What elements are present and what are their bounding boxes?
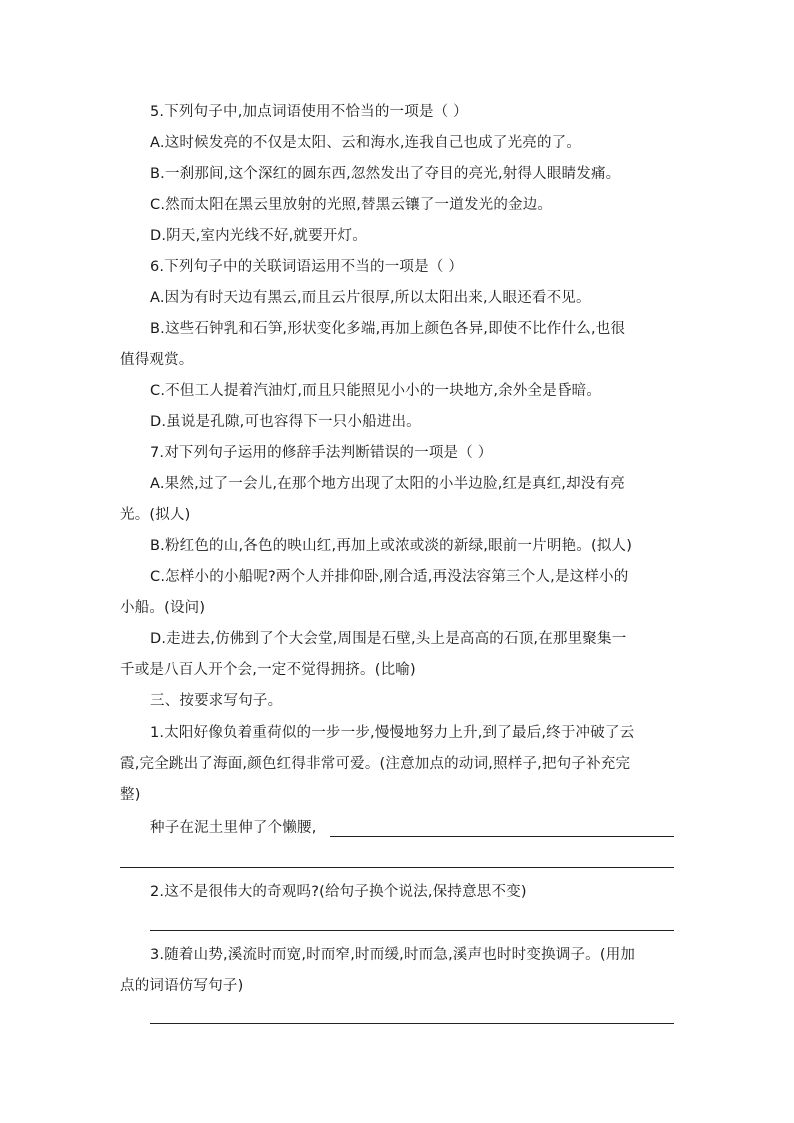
question-6-option-b-line2: 值得观赏。 xyxy=(120,352,194,368)
answer-line-1b[interactable] xyxy=(120,867,674,868)
question-7-option-b: B.粉红色的山,各色的映山红,再加上或浓或淡的新绿,眼前一片明艳。(拟人) xyxy=(150,538,633,554)
answer-line-3[interactable] xyxy=(150,1023,674,1024)
question-7-option-d-line2: 千或是八百人开个会,一定不觉得拥挤。(比喻) xyxy=(120,662,416,678)
question-6-option-b-line1: B.这些石钟乳和石笋,形状变化多端,再加上颜色各异,即使不比作什么,也很 xyxy=(150,321,626,337)
question-7-option-a-line1: A.果然,过了一会儿,在那个地方出现了太阳的小半边脸,红是真红,却没有亮 xyxy=(150,476,625,492)
section-3-item-1-prompt: 种子在泥土里伸了个懒腰, xyxy=(150,820,317,836)
answer-line-2[interactable] xyxy=(150,930,674,931)
section-3-item-3-line2: 点的词语仿写句子) xyxy=(120,978,244,994)
answer-line-1a[interactable] xyxy=(330,836,674,837)
section-3-item-2-line1: 2.这不是很伟大的奇观吗?(给句子换个说法,保持意思不变) xyxy=(150,884,527,900)
question-6-stem: 6.下列句子中的关联词语运用不当的一项是（ ） xyxy=(150,259,464,275)
question-6-option-d: D.虽说是孔隙,可也容得下一只小船进出。 xyxy=(150,414,421,430)
question-6-option-a: A.因为有时天边有黑云,而且云片很厚,所以太阳出来,人眼还看不见。 xyxy=(150,290,591,306)
section-3-item-1-line3: 整) xyxy=(120,787,141,803)
question-7-option-a-line2: 光。(拟人) xyxy=(120,507,191,523)
section-3-item-1-line1: 1.太阳好像负着重荷似的一步一步,慢慢地努力上升,到了最后,终于冲破了云 xyxy=(150,725,635,741)
question-6-option-c: C.不但工人提着汽油灯,而且只能照见小小的一块地方,余外全是昏暗。 xyxy=(150,383,602,399)
section-3-heading: 三、按要求写句子。 xyxy=(150,693,283,709)
question-7-option-d-line1: D.走进去,仿佛到了个大会堂,周围是石壁,头上是高高的石顶,在那里聚集一 xyxy=(150,631,627,647)
question-5-option-d: D.阴天,室内光线不好,就要开灯。 xyxy=(150,228,367,244)
question-5-stem: 5.下列句子中,加点词语使用不恰当的一项是（ ） xyxy=(150,104,468,120)
question-7-option-c-line1: C.怎样小的小船呢?两个人并排仰卧,刚合适,再没法容第三个人,是这样小的 xyxy=(150,569,629,585)
question-5-option-c: C.然而太阳在黑云里放射的光照,替黑云镶了一道发光的金边。 xyxy=(150,197,553,213)
question-5-option-b: B.一刹那间,这个深红的圆东西,忽然发出了夺目的亮光,射得人眼睛发痛。 xyxy=(150,166,621,182)
question-5-option-a: A.这时候发亮的不仅是太阳、云和海水,连我自己也成了光亮的了。 xyxy=(150,135,582,151)
question-7-option-c-line2: 小船。(设问) xyxy=(120,600,206,616)
section-3-item-1-line2: 霞,完全跳出了海面,颜色红得非常可爱。(注意加点的动词,照样子,把句子补充完 xyxy=(120,756,631,772)
section-3-item-3-line1: 3.随着山势,溪流时而宽,时而窄,时而缓,时而急,溪声也时时变换调子。(用加 xyxy=(150,947,636,963)
question-7-stem: 7.对下列句子运用的修辞手法判断错误的一项是（ ） xyxy=(150,445,493,461)
